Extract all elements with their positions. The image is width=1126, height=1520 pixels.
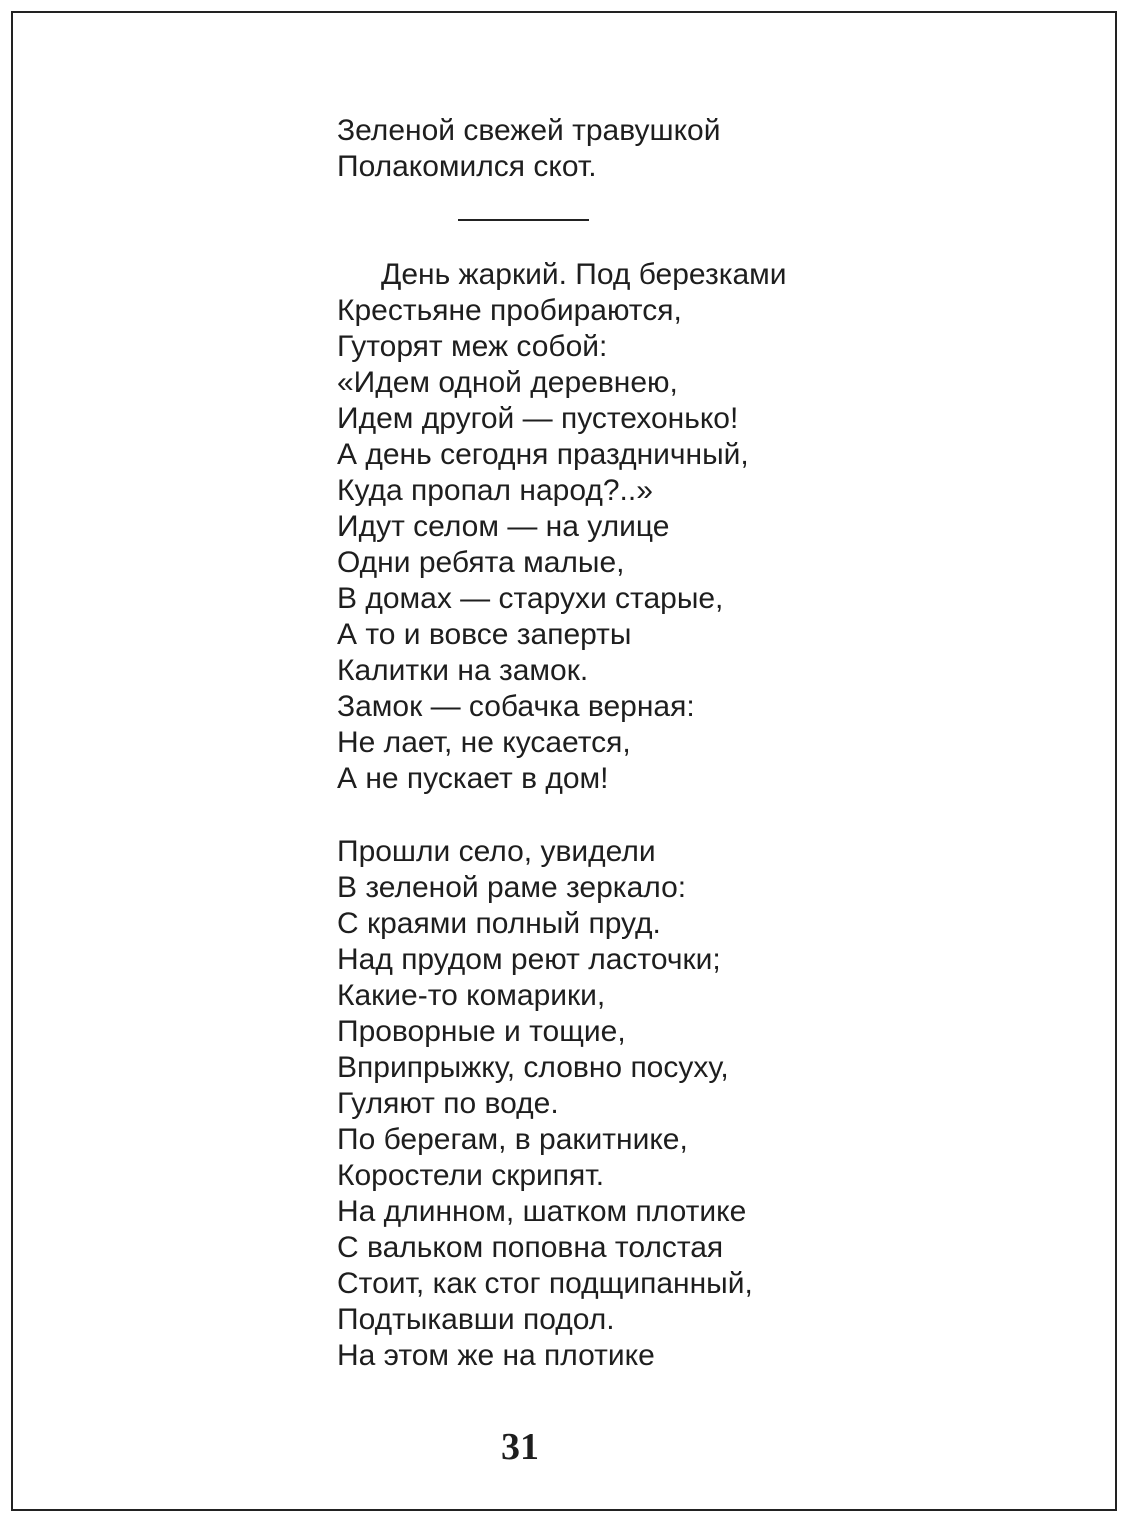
poem-line: Одни ребята малые, [337, 546, 625, 579]
poem-line: Проворные и тощие, [337, 1015, 626, 1048]
poem-line: «Идем одной деревнею, [337, 366, 678, 399]
poem-line: В зеленой раме зеркало: [337, 871, 687, 904]
poem-line: На этом же на плотике [337, 1339, 655, 1372]
poem-line: Подтыкавши подол. [337, 1303, 615, 1336]
poem-line: Замок — собачка верная: [337, 690, 695, 723]
poem-line: Не лает, не кусается, [337, 726, 631, 759]
poem-line: Полакомился скот. [337, 150, 597, 183]
poem-line: По берегам, в ракитнике, [337, 1123, 688, 1156]
poem-line: Куда пропал народ?..» [337, 474, 653, 507]
poem-line: Над прудом реют ласточки; [337, 943, 721, 976]
poem-line: На длинном, шатком плотике [337, 1195, 747, 1228]
poem-line: Коростели скрипят. [337, 1159, 605, 1192]
poem-line: А то и вовсе заперты [337, 618, 632, 651]
poem-line: Калитки на замок. [337, 654, 589, 687]
poem-line: Вприпрыжку, словно посуху, [337, 1051, 729, 1084]
poem-line: Какие-то комарики, [337, 979, 606, 1012]
poem-line: С краями полный пруд. [337, 907, 661, 940]
poem-line: Стоит, как стог подщипанный, [337, 1267, 753, 1300]
poem-line: С вальком поповна толстая [337, 1231, 724, 1264]
poem-line: А день сегодня праздничный, [337, 438, 749, 471]
poem-line: Зеленой свежей травушкой [337, 114, 721, 147]
poem-line: Гуторят меж собой: [337, 330, 608, 363]
poem-line: Идут селом — на улице [337, 510, 670, 543]
poem-line: А не пускает в дом! [337, 762, 609, 795]
poem-line: Крестьяне пробираются, [337, 294, 682, 327]
poem-line: Гуляют по воде. [337, 1087, 559, 1120]
section-separator [458, 219, 589, 221]
poem-line: Прошли село, увидели [337, 835, 656, 868]
poem-line: День жаркий. Под березками [381, 258, 787, 291]
poem-line: В домах — старухи старые, [337, 582, 724, 615]
page-number: 31 [501, 1426, 539, 1468]
poem-line: Идем другой — пустехонько! [337, 402, 739, 435]
